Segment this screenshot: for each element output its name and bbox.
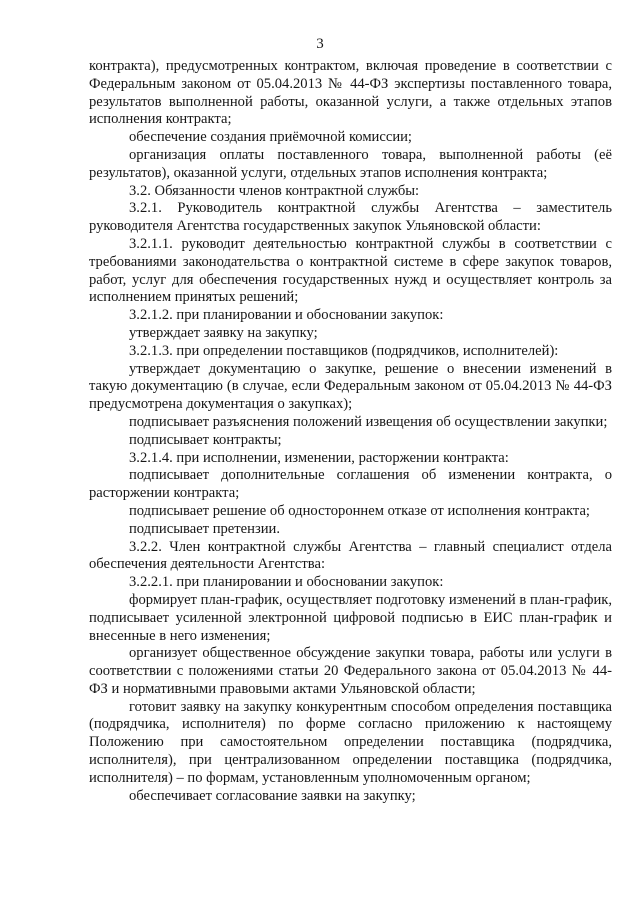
paragraph-signs-clarifications: подписывает разъяснения положений извещения об осуществлении закупки; <box>129 413 608 430</box>
section-heading-3-2: 3.2. Обязанности членов контрактной службы: <box>129 182 420 199</box>
paragraph-signs-agreements: подписывает дополнительные соглашения об изменении контракта, о расторжении контракта; <box>89 467 612 502</box>
paragraph-approves-documentation: утверждает документацию о закупке, решение о внесении изменений в такую документацию (в случае, если Федеральным законом от 05.04.2013 № 44-ФЗ предусмотрена документация о закупках); <box>89 360 612 413</box>
paragraph-3-2-1-1: 3.2.1.1. руководит деятельностью контрактной службы в соответствии с требованиями законодательства о контрактной системе в сфере закупок товаров, работ, услуг для обеспечения государственных нужд и осуществляет контроль за исполнением принятых решений; <box>89 235 612 306</box>
paragraph-signs-claims: подписывает претензии. <box>129 520 280 537</box>
page-number: 3 <box>316 36 324 52</box>
section-heading-3-2-2: 3.2.2. Член контрактной службы Агентства – главный специалист отдела обеспечения деятельности Агентства: <box>89 538 612 573</box>
paragraph-public-discussion: организует общественное обсуждение закупки товара, работы или услуги в соответствии с положениями статьи 20 Федерального закона от 05.04.2013 № 44-ФЗ и нормативными правовыми актами Ульяновской области; <box>89 645 612 697</box>
paragraph-signs-unilateral-refusal: подписывает решение об одностороннем отказе от исполнения контракта; <box>129 502 590 519</box>
paragraph-prepares-request: готовит заявку на закупку конкурентным способом определения поставщика (подрядчика, исполнителя) по форме согласно приложению к настоящему Положению при самостоятельном определении поставщика (подрядчика, исполнителя), при централизованном определении поставщика (подрядчика, исполнителя) – по формам, установленным уполномоченным органом; <box>89 698 612 786</box>
section-heading-3-2-1: 3.2.1. Руководитель контрактной службы Агентства – заместитель руководителя Агентства государственных закупок Ульяновской области: <box>89 200 612 235</box>
paragraph-forms-plan-schedule: формирует план-график, осуществляет подготовку изменений в план-график, подписывает усиленной электронной цифровой подписью в ЕИС план-график и внесенные в него изменения; <box>89 591 612 644</box>
paragraph-contract-expertise: контракта), предусмотренных контрактом, включая проведение в соответствии с Федеральным законом от 05.04.2013 № 44-ФЗ экспертизы поставленного товара, результатов выполненной работы, оказанной услуги, а также отдельных этапов исполнения контракта; <box>89 58 612 128</box>
paragraph-payment-organization: организация оплаты поставленного товара, выполненной работы (её результатов), оказанной услуги, отдельных этапов исполнения контракта; <box>89 146 612 181</box>
paragraph-3-2-1-3: 3.2.1.3. при определении поставщиков (подрядчиков, исполнителей): <box>129 342 559 359</box>
paragraph-3-2-1-4: 3.2.1.4. при исполнении, изменении, расторжении контракта: <box>129 449 509 466</box>
paragraph-ensures-approval: обеспечивает согласование заявки на закупку; <box>129 787 416 804</box>
paragraph-3-2-2-1: 3.2.2.1. при планировании и обосновании закупок: <box>129 574 444 591</box>
paragraph-approves-request: утверждает заявку на закупку; <box>129 324 318 341</box>
document-body <box>89 58 612 805</box>
paragraph-acceptance-commission: обеспечение создания приёмочной комиссии; <box>129 129 412 146</box>
paragraph-3-2-1-2: 3.2.1.2. при планировании и обосновании закупок: <box>129 307 444 324</box>
paragraph-signs-contracts: подписывает контракты; <box>129 431 282 448</box>
